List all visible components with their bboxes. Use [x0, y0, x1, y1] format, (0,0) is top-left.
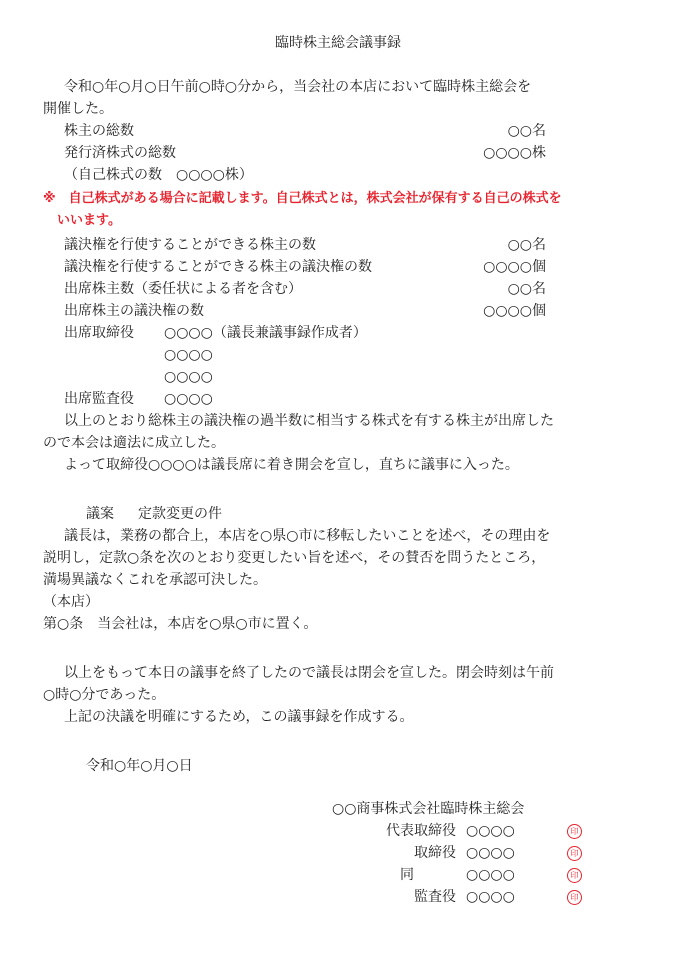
signer-name: ○○○○: [466, 867, 515, 883]
seal-icon: 印: [567, 868, 582, 883]
signer-role: 取締役: [414, 845, 456, 861]
own-shares: （自己株式の数 ○○○○株）: [64, 167, 253, 183]
agenda-label: 議案: [86, 506, 114, 522]
director-name: ○○○○: [164, 369, 213, 385]
directors-label: 出席取締役: [64, 325, 134, 341]
director-name: ○○○○: [164, 347, 213, 363]
signer-role: 同: [400, 867, 414, 883]
stat-value: ○○名: [507, 123, 546, 139]
intro-line-1: 令和○年○月○日午前○時○分から，当会社の本店において臨時株主総会を: [64, 79, 532, 95]
stat-value: ○○○○株: [483, 145, 546, 161]
article-heading: （本店）: [43, 594, 99, 610]
document-title: 臨時株主総会議事録: [275, 35, 401, 51]
signer-role: 代表取締役: [386, 823, 456, 839]
note-line-2: いいます。: [57, 213, 121, 228]
article-text: 第○条 当会社は，本店を○県○市に置く。: [43, 616, 318, 632]
closing-line-2: ○時○分であった。: [43, 687, 166, 703]
stat-value: ○○○○個: [483, 303, 546, 319]
signer-name: ○○○○: [466, 823, 515, 839]
quorum-line-2: ので本会は適法に成立した。: [43, 435, 225, 451]
stat-label: 株主の総数: [64, 123, 134, 139]
intro-line-2: 開催した。: [43, 101, 113, 117]
closing-line-1: 以上をもって本日の議事を終了したので議長は閉会を宣した。閉会時刻は午前: [64, 665, 554, 681]
auditor-name: ○○○○: [164, 391, 213, 407]
note-line-1: ※ 自己株式がある場合に記載します。自己株式とは，株式会社が保有する自己の株式を: [43, 191, 562, 206]
agenda-title: 定款変更の件: [138, 506, 222, 522]
auditor-label: 出席監査役: [64, 391, 134, 407]
signer-name: ○○○○: [466, 845, 515, 861]
seal-icon: 印: [567, 824, 582, 839]
purpose-line: 上記の決議を明確にするため，この議事録を作成する。: [64, 709, 414, 725]
stat-label: 議決権を行使することができる株主の数: [64, 237, 316, 253]
stat-label: 出席株主数（委任状による者を含む）: [64, 281, 302, 297]
quorum-line-1: 以上のとおり総株主の議決権の過半数に相当する株式を有する株主が出席した: [64, 413, 554, 429]
seal-icon: 印: [567, 890, 582, 905]
seal-icon: 印: [567, 846, 582, 861]
body-line-1: 議長は，業務の都合上，本店を○県○市に移転したいことを述べ，その理由を: [64, 528, 551, 544]
director-name: ○○○○（議長兼議事録作成者）: [164, 325, 367, 341]
stat-label: 議決権を行使することができる株主の議決権の数: [64, 259, 372, 275]
stat-value: ○○名: [507, 281, 546, 297]
signer-role: 監査役: [414, 889, 456, 905]
body-line-2: 説明し，定款○条を次のとおり変更したい旨を述べ，その賛否を問うたところ，: [43, 550, 546, 566]
stat-value: ○○名: [507, 237, 546, 253]
body-line-3: 満場異議なくこれを承認可決した。: [43, 572, 267, 588]
stat-value: ○○○○個: [483, 259, 546, 275]
stat-label: 出席株主の議決権の数: [64, 303, 204, 319]
stat-label: 発行済株式の総数: [64, 145, 176, 161]
opening-line: よって取締役○○○○は議長席に着き開会を宣し，直ちに議事に入った。: [64, 457, 519, 473]
organization-name: ○○商事株式会社臨時株主総会: [332, 801, 525, 817]
document-date: 令和○年○月○日: [86, 758, 193, 774]
signer-name: ○○○○: [466, 889, 515, 905]
